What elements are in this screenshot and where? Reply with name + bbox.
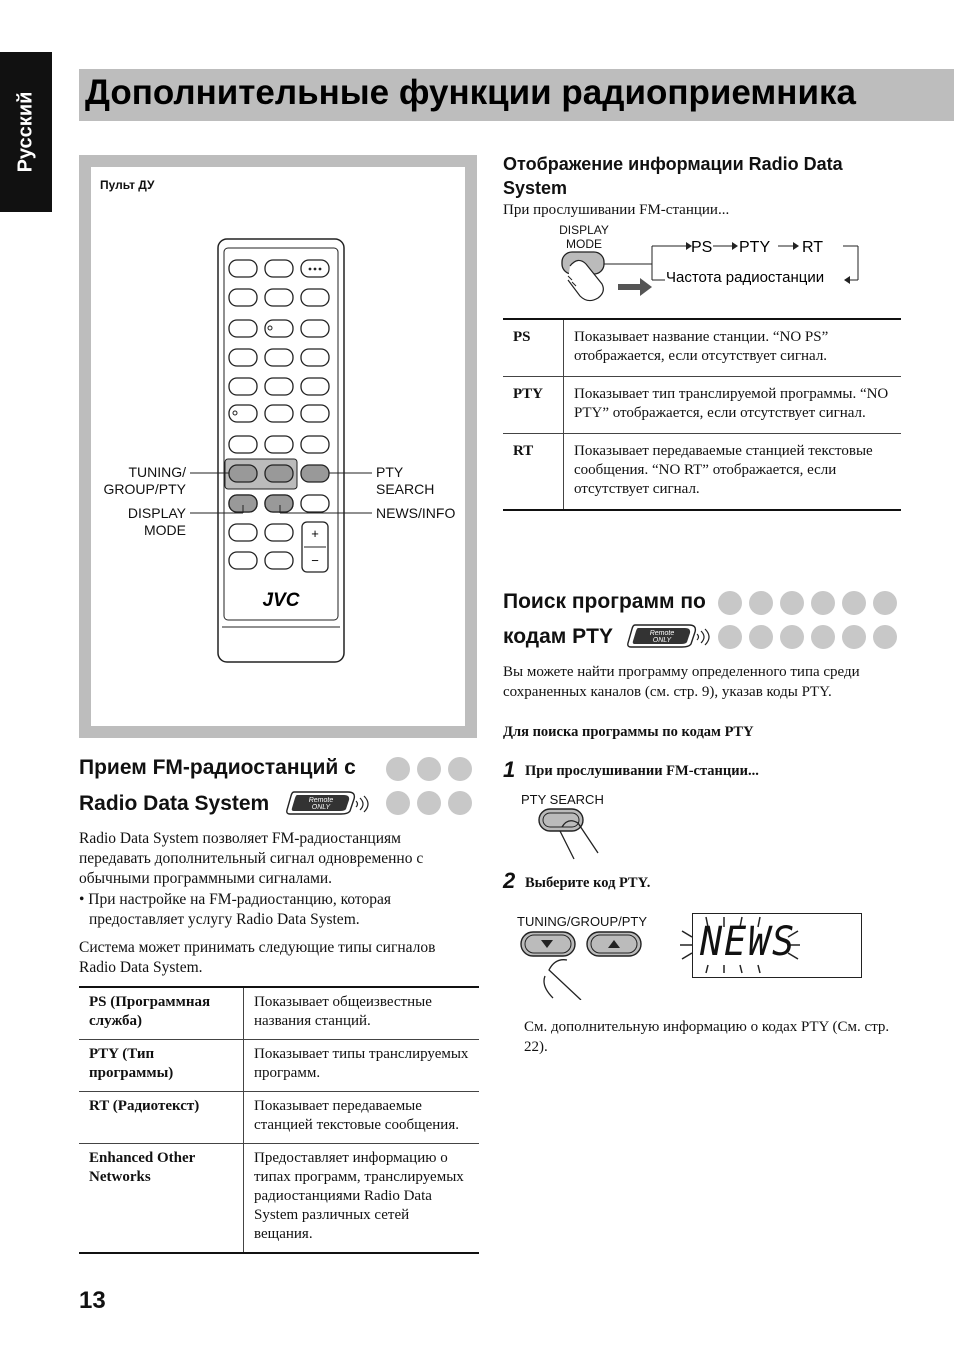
- pty-heading-line1: Поиск программ по: [503, 590, 706, 613]
- language-tab-label: Русский: [14, 91, 37, 173]
- table-row: RT Показывает передаваемые станцией текстовые сообщения. “NO RT” отображается, если отсутствует сигнал.: [503, 434, 901, 511]
- display-mode-diagram: [548, 234, 868, 310]
- svg-text:ONLY: ONLY: [311, 804, 331, 811]
- heading-dots: [386, 757, 479, 786]
- step-2-number: 2: [503, 868, 516, 893]
- table-row: PS Показывает название станции. “NO PS” отображается, если отсутствует сигнал.: [503, 319, 901, 377]
- remote-brand: JVC: [262, 590, 300, 611]
- rds-display-intro: При прослушивании FM-станции...: [503, 202, 730, 218]
- svg-text:Remote: Remote: [649, 630, 675, 637]
- table-row: PTY Показывает тип транслируемой программы. “NO PTY” отображается, если отсутствует сигнал.: [503, 377, 901, 434]
- svg-text:PS: PS: [691, 239, 713, 256]
- step-2-text: Выберите код PTY.: [525, 875, 651, 891]
- label-news-info: NEWS/INFO: [376, 505, 456, 521]
- pty-note: См. дополнительную информацию о кодах PTY (См. стр. 22).: [524, 1019, 890, 1055]
- step-1-number: 1: [503, 757, 516, 782]
- pty-subheading: Для поиска программы по кодам PTY: [503, 724, 754, 740]
- heading-dots: [386, 791, 479, 820]
- table-row: RT (Радиотекст) Показывает передаваемые станцией текстовые сообщения.: [79, 1092, 479, 1144]
- rds-para2: Система может принимать следующие типы сигналов Radio Data System.: [79, 939, 436, 976]
- rds-display-heading: Отображение информации Radio Data System: [503, 154, 843, 198]
- label-display-mode: DISPLAY MODE: [127, 505, 186, 538]
- svg-text:+: +: [311, 526, 319, 541]
- rds-intro: Radio Data System позволяет FM-радиостанциям передавать дополнительный сигнал одновременно с обычными программными сигналами.: [79, 830, 424, 887]
- label-pty-search: PTY SEARCH: [376, 464, 435, 497]
- rds-display-table: [503, 318, 901, 511]
- remote-only-badge: [627, 622, 719, 650]
- label-tuning-group-pty: TUNING/ GROUP/PTY: [103, 464, 186, 497]
- svg-text:ONLY: ONLY: [652, 637, 672, 644]
- page-title: Дополнительные функции радиоприемника: [85, 73, 856, 112]
- page-number: 13: [79, 1287, 106, 1314]
- display-text: NEWS: [700, 919, 796, 965]
- heading-dots: [718, 591, 904, 620]
- pty-search-button-illustration: [534, 805, 614, 865]
- svg-text:PTY: PTY: [739, 239, 771, 256]
- pty-heading-line2: кодам PTY: [503, 625, 614, 648]
- heading-dots: [718, 625, 904, 654]
- svg-text:RT: RT: [802, 239, 824, 256]
- remote-caption: Пульт ДУ: [100, 178, 155, 192]
- table-row: Enhanced Other Networks Предоставляет информацию о типах программ, транслируемых радиостанциями Radio Data System различных сетей вещания.: [79, 1144, 479, 1254]
- svg-text:Remote: Remote: [308, 797, 334, 804]
- display-mode-label: DISPLAY MODE: [559, 223, 609, 251]
- rds-bullet: • При настройке на FM-радиостанцию, которая предоставляет услугу Radio Data System.: [79, 891, 391, 928]
- svg-text:−: −: [311, 553, 319, 568]
- svg-text:Частота радиостанции: Частота радиостанции: [666, 269, 825, 286]
- table-row: PTY (Тип программы) Показывает типы транслируемых программ.: [79, 1040, 479, 1092]
- tuning-group-pty-label: TUNING/GROUP/PTY: [517, 914, 648, 929]
- pty-intro: Вы можете найти программу определенного типа среди сохраненных каналов (см. стр. 9), указав коды PTY.: [503, 664, 860, 700]
- rds-heading-line1: Прием FM-радиостанций с: [79, 756, 356, 779]
- step-1-text: При прослушивании FM-станции...: [525, 763, 759, 779]
- table-row: PS (Программная служба) Показывает общеизвестные названия станций.: [79, 987, 479, 1040]
- pty-search-label: PTY SEARCH: [521, 792, 604, 807]
- rds-types-table: [79, 986, 479, 1254]
- rds-heading-line2: Radio Data System: [79, 792, 270, 815]
- tuning-buttons-illustration: [517, 928, 657, 1000]
- remote-only-badge: [286, 789, 378, 817]
